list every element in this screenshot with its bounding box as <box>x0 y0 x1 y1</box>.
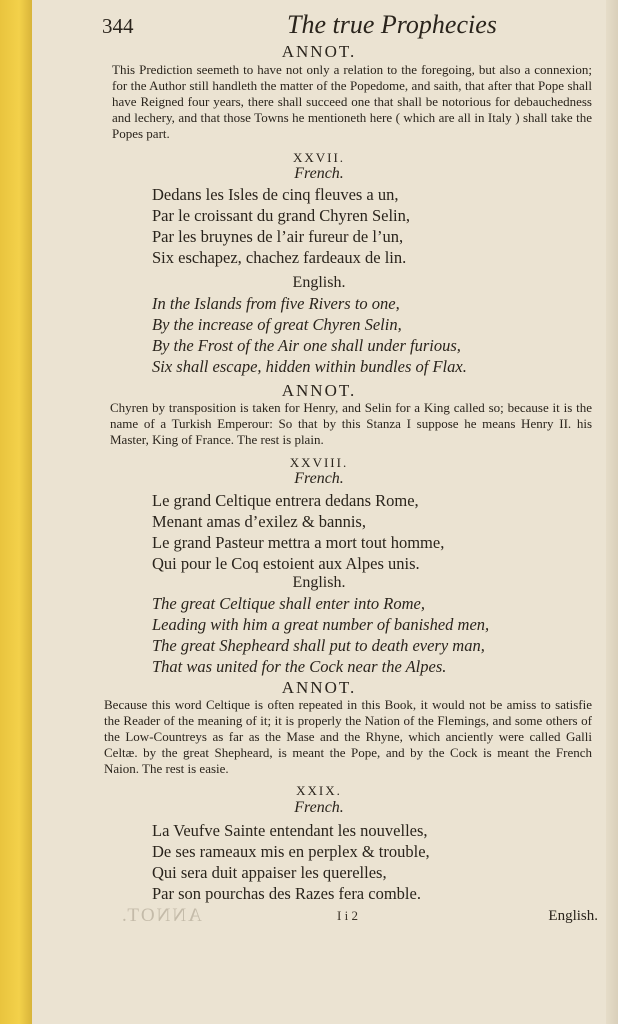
verse-line: In the Islands from five Rivers to one, <box>152 294 400 313</box>
quatrain-number: XXVII. <box>292 150 346 165</box>
verse-line: That was united for the Cock near the Alpes. <box>152 657 447 676</box>
book-page <box>32 0 606 1024</box>
verse-line: Le grand Celtique entrera dedans Rome, <box>152 491 419 510</box>
french-quatrain <box>152 820 586 904</box>
catchword: English. <box>548 908 598 924</box>
french-label: French. <box>294 799 344 816</box>
verse-line: The great Celtique shall enter into Rome, <box>152 594 425 613</box>
signature-mark: I i 2 <box>337 908 358 923</box>
annot-paragraph: Chyren by transposition is taken for Henry, and Selin for a King called so; because it is the name of a Turkish Emperour: So that by this Stanza I suppose he means Henry II. his Master, King of France. The rest is plain. <box>110 400 592 447</box>
annot-heading: ANNOT. <box>281 678 357 697</box>
english-quatrain <box>152 293 586 377</box>
annot-heading: ANNOT. <box>281 42 357 61</box>
french-label: French. <box>294 165 344 182</box>
quatrain-number: XXVIII. <box>289 455 349 470</box>
annot-paragraph: Because this word Celtique is often repeated in this Book, it would not be amiss to satisfie the Reader of the meaning of it; it is properly the Nation of the Flemings, and some others of the Low-Countreys as far as the Mase and the Rhyne, which anciently were called Galli Celtæ. by the great Shepheard, is meant the Pope, and by the Cock is meant the French Naion. The rest is easie. <box>104 697 592 776</box>
verse-line: Par son pourchas des Razes fera comble. <box>152 884 421 903</box>
annot-paragraph: This Prediction seemeth to have not only a relation to the foregoing, but also a connexion; for the Author still handleth the matter of the Popedome, and saith, that after that Pope shall have Reigned four years, there shall succeed one that shall be notorious for debauchedness and lechery, and that those Towns he mentioneth here ( which are all in Italy ) shall take the Popes part. <box>112 62 592 141</box>
verse-line: Menant amas d’exilez & bannis, <box>152 512 366 531</box>
english-quatrain <box>152 593 586 677</box>
french-label: French. <box>294 470 344 487</box>
verse-line: By the Frost of the Air one shall under furious, <box>152 336 461 355</box>
page-header <box>102 10 586 40</box>
verse-line: Six shall escape, hidden within bundles of Flax. <box>152 357 467 376</box>
verse-line: Leading with him a great number of banished men, <box>152 615 490 634</box>
verse-line: Six eschapez, chachez fardeaux de lin. <box>152 248 407 267</box>
page-gutter <box>606 0 618 1024</box>
quatrain-number: XXIX. <box>296 783 342 798</box>
verse-line: Le grand Pasteur mettra a mort tout homme, <box>152 533 445 552</box>
show-through-text: ANNOT. <box>120 905 202 926</box>
running-title: The true Prophecies <box>287 10 497 39</box>
english-label: English. <box>292 274 346 291</box>
verse-line: De ses rameaux mis en perplex & trouble, <box>152 842 430 861</box>
verse-line: Qui pour le Coq estoient aux Alpes unis. <box>152 554 420 573</box>
page-number: 344 <box>102 14 134 38</box>
french-quatrain <box>152 490 586 574</box>
annot-heading: ANNOT. <box>281 381 357 400</box>
french-quatrain <box>152 184 586 268</box>
verse-line: La Veufve Sainte entendant les nouvelles, <box>152 821 428 840</box>
gilded-page-edge <box>0 0 32 1024</box>
verse-line: Dedans les Isles de cinq fleuves a un, <box>152 185 399 204</box>
verse-line: Par les bruynes de l’air fureur de l’un, <box>152 227 404 246</box>
verse-line: Qui sera duit appaiser les querelles, <box>152 863 387 882</box>
verse-line: By the increase of great Chyren Selin, <box>152 315 402 334</box>
english-label: English. <box>292 574 346 591</box>
verse-line: Par le croissant du grand Chyren Selin, <box>152 206 410 225</box>
verse-line: The great Shepheard shall put to death every man, <box>152 636 485 655</box>
